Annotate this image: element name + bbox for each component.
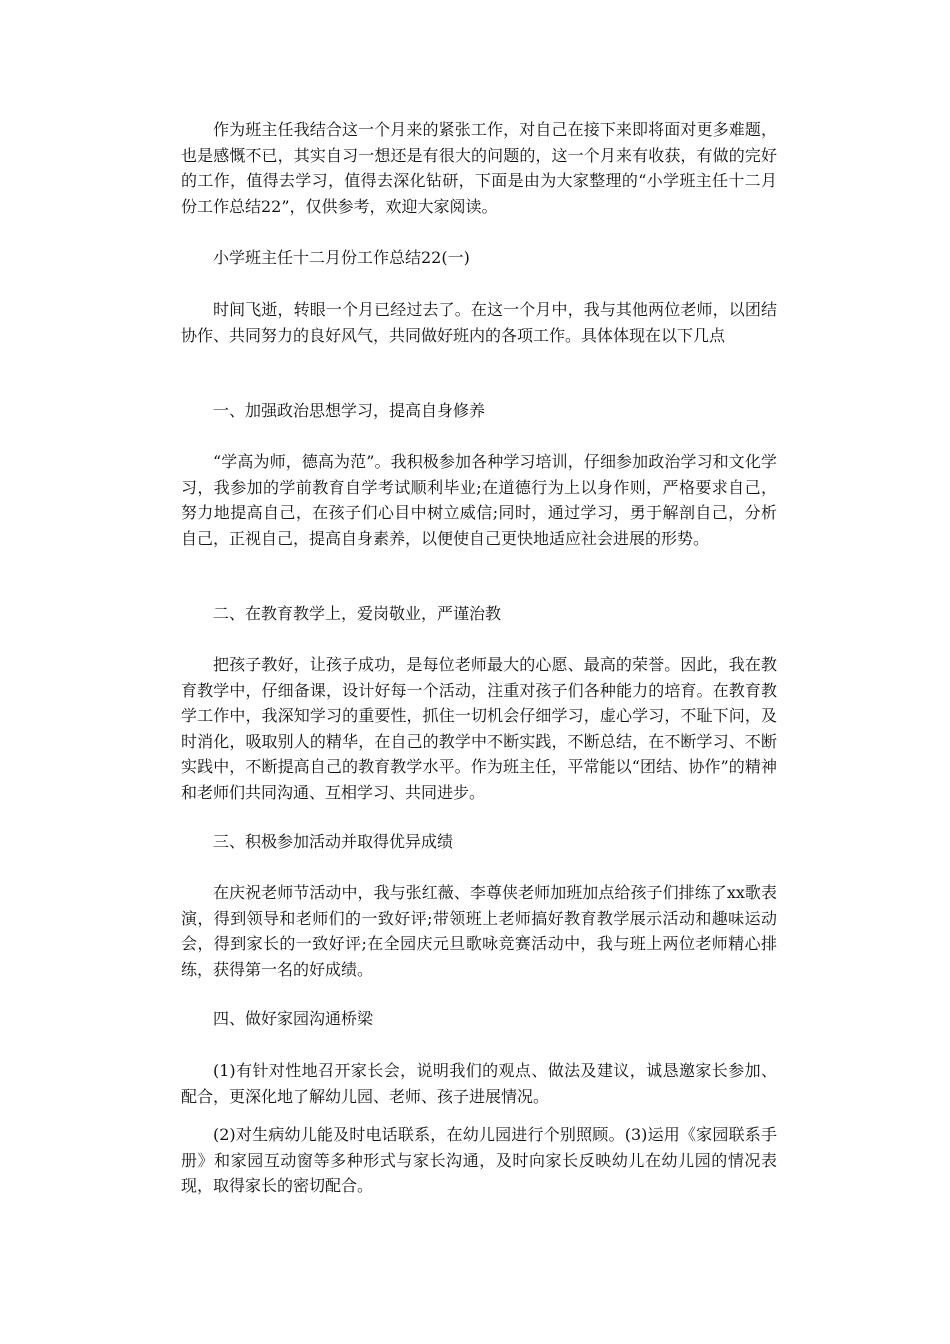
opening-paragraph: 时间飞逝，转眼一个月已经过去了。在这一个月中，我与其他两位老师，以团结协作、共同努力的良好风气，共同做好班内的各项工作。具体体现在以下几点 — [181, 300, 777, 345]
section-heading-2: 二、在教育教学上，爱岗敬业，严谨治教 — [213, 604, 502, 623]
list-item-2: (2)对生病幼儿能及时电话联系，在幼儿园进行个别照顾。(3)运用《家园联系手册》和家园互动窗等多种形式与家长沟通，及时向家长反映幼儿在幼儿园的情况表现，取得家长的密切配合。 — [181, 1125, 777, 1196]
section-heading-3: 三、积极参加活动并取得优异成绩 — [213, 832, 454, 851]
section-body-2: 把孩子教好，让孩子成功，是每位老师最大的心愿、最高的荣誉。因此，我在教育教学中，仔细备课，设计好每一个活动，注重对孩子们各种能力的培育。在教育教学工作中，我深知学习的重要性，抓住一切机会仔细学习，虚心学习，不耻下问，及时消化，吸取别人的精华，在自己的教学中不断实践，不断总结，在不断学习、不断实践中，不断提高自己的教育教学水平。作为班主任，平常能以“团结、协作”的精神和老师们共同沟通、互相学习、共同进步。 — [181, 655, 777, 802]
document-title: 小学班主任十二月份工作总结22(一) — [213, 248, 470, 267]
section-heading-1: 一、加强政治思想学习，提高自身修养 — [213, 401, 486, 420]
intro-paragraph: 作为班主任我结合这一个月来的紧张工作，对自己在接下来即将面对更多难题，也是感慨不已，其实自习一想还是有很大的问题的，这一个月来有收获，有做的完好的工作，值得去学习，值得去深化钻研，下面是由为大家整理的“小学班主任十二月份工作总结22”，仅供参考，欢迎大家阅读。 — [181, 120, 777, 216]
list-item-1: (1)有针对性地召开家长会，说明我们的观点、做法及建议，诚恳邀家长参加、配合，更深化地了解幼儿园、老师、孩子进展情况。 — [181, 1061, 777, 1106]
section-heading-4: 四、做好家园沟通桥梁 — [213, 1009, 374, 1028]
section-body-1: “学高为师，德高为范”。我积极参加各种学习培训，仔细参加政治学习和文化学习，我参加的学前教育自学考试顺利毕业;在道德行为上以身作则，严格要求自己，努力地提高自己，在孩子们心目中树立威信;同时，通过学习，勇于解剖自己，分析自己，正视自己，提高自身素养，以便使自己更快地适应社会进展的形势。 — [181, 452, 777, 548]
section-body-3: 在庆祝老师节活动中，我与张红薇、李尊侠老师加班加点给孩子们排练了xx歌表演，得到领导和老师们的一致好评;带领班上老师搞好教育教学展示活动和趣味运动会，得到家长的一致好评;在全园庆元旦歌咏竞赛活动中，我与班上两位老师精心排练，获得第一名的好成绩。 — [181, 883, 777, 979]
